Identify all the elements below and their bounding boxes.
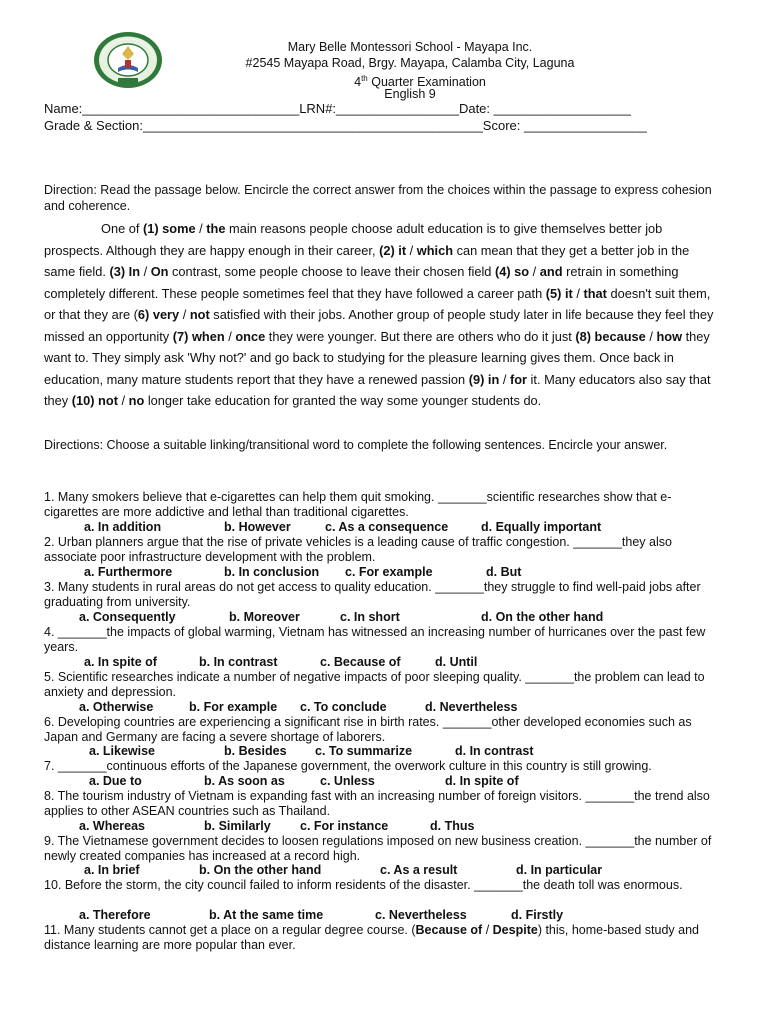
choice-8b[interactable]: how (656, 328, 683, 344)
option-4a[interactable]: a. In spite of (84, 655, 157, 669)
passage-text: / (529, 264, 540, 279)
option-4d[interactable]: d. Until (435, 655, 478, 669)
passage-text: they were younger. But there are others who do it just (265, 328, 576, 344)
choice-1a[interactable]: (1) some (142, 221, 196, 236)
option-3d[interactable]: d. On the other hand (481, 610, 604, 624)
question-3: 3. Many students in rural areas do not get access to quality education. _______they struggle to find well-paid jobs after graduating from university. (44, 580, 701, 609)
passage-text: main reasons people choose adult education is to give themselves better job prospects. Although they are happy enough in their career, (44, 221, 663, 258)
option-6d[interactable]: d. In contrast (455, 744, 534, 758)
choice-2a[interactable]: (2) it (379, 242, 407, 258)
school-address: #2545 Mayapa Road, Brgy. Mayapa, Calamba City, Laguna (245, 56, 575, 70)
passage-text: One of (101, 221, 143, 236)
option-5d[interactable]: d. Nevertheless (425, 700, 518, 714)
choice-9b[interactable]: for (509, 371, 527, 387)
q11-text-pre: 11. Many students cannot get a place on a regular degree course. ( (44, 923, 416, 937)
option-8b[interactable]: b. Similarly (204, 819, 271, 833)
passage (44, 218, 724, 412)
subject-title: English 9 (384, 87, 436, 101)
q11-separator: / (482, 923, 493, 937)
choice-1b[interactable]: the (206, 221, 226, 236)
passage-text: contrast, some people choose to leave their chosen field (168, 264, 495, 279)
choice-7b[interactable]: once (235, 328, 266, 344)
option-10b[interactable]: b. At the same time (209, 908, 324, 922)
direction-passage: Direction: Read the passage below. Encircle the correct answer from the choices within the passage to express cohesion and coherence. (44, 183, 712, 213)
question-8: 8. The tourism industry of Vietnam is expanding fast with an increasing number of foreign visitors. _______the trend also applies to other ASEAN countries such as Thailand. (44, 789, 710, 818)
option-1a[interactable]: a. In addition (84, 520, 162, 534)
option-9a[interactable]: a. In brief (84, 863, 140, 877)
option-7b[interactable]: b. As soon as (204, 774, 285, 788)
option-1b[interactable]: b. However (224, 520, 291, 534)
q11-choice-despite[interactable]: Despite (492, 923, 538, 937)
question-2: 2. Urban planners argue that the rise of private vehicles is a leading cause of traffic congestion. _______they also associate poor infrastructure development with the problem. (44, 535, 672, 564)
name-lrn-date-row[interactable]: Name:______________________________LRN#:_________________Date: ___________________ (44, 101, 631, 116)
exam-title-rest: Quarter Examination (367, 75, 486, 90)
school-seal-logo (90, 30, 166, 90)
choice-2b[interactable]: which (416, 242, 454, 258)
passage-text: longer take education for granted the way some younger students do. (144, 393, 542, 408)
question-6: 6. Developing countries are experiencing a significant rise in birth rates. _______other developed economies such as Japan and Germany are facing a severe shortage of laborers. (44, 715, 692, 744)
exam-number-suffix: th (361, 74, 368, 83)
passage-text: / (179, 307, 190, 322)
option-2d[interactable]: d. But (486, 565, 522, 579)
option-7c[interactable]: c. Unless (320, 774, 375, 788)
option-3a[interactable]: a. Consequently (79, 610, 176, 624)
option-2a[interactable]: a. Furthermore (84, 565, 173, 579)
question-7: 7. _______continuous efforts of the Japanese government, the overwork culture in this country is still growing. (44, 759, 652, 773)
q11-text-post: ) this, home-based study and distance learning are more popular than ever. (44, 923, 700, 952)
passage-text: / (140, 264, 151, 279)
passage-text: / (224, 328, 236, 344)
school-name: Mary Belle Montessori School - Mayapa Inc. (287, 40, 533, 54)
choice-5a[interactable]: (5) it (545, 285, 573, 301)
option-5a[interactable]: a. Otherwise (79, 700, 154, 714)
choice-8a[interactable]: (8) because (575, 328, 646, 344)
question-11 (44, 923, 724, 953)
option-10c[interactable]: c. Nevertheless (375, 908, 467, 922)
choice-6b[interactable]: not (189, 307, 210, 322)
exam-number: 4 (354, 75, 362, 90)
option-8c[interactable]: c. For instance (300, 819, 389, 833)
option-2c[interactable]: c. For example (345, 565, 433, 579)
passage-text: / (195, 221, 207, 236)
direction-linking-words: Directions: Choose a suitable linking/transitional word to complete the following sentences. Encircle your answer. (44, 438, 668, 452)
question-4: 4. _______the impacts of global warming, Vietnam has witnessed an increasing number of hurricanes over the past few years. (44, 625, 706, 654)
option-2b[interactable]: b. In conclusion (224, 565, 320, 579)
passage-text: / (645, 328, 657, 344)
option-6c[interactable]: c. To summarize (315, 744, 413, 758)
choice-10b[interactable]: no (128, 393, 145, 408)
choice-10a[interactable]: (10) not (71, 393, 118, 408)
choice-6a[interactable]: 6) very (137, 307, 180, 322)
choice-5b[interactable]: that (583, 285, 607, 301)
question-9: 9. The Vietnamese government decides to loosen regulations imposed on new business creation. _______the number of newly created companies has increased at a record high. (44, 834, 712, 863)
choice-4b[interactable]: and (539, 264, 563, 279)
option-6b[interactable]: b. Besides (224, 744, 287, 758)
question-10: 10. Before the storm, the city council failed to inform residents of the disaster. _______the death toll was enormous. (44, 878, 683, 892)
passage-text: they want to. They simply ask 'Why not?' and go back to studying for the pleasure learning gives them. Once back in education, many mature students report that they have a renewed passion (44, 328, 710, 387)
grade-section-score-row[interactable]: Grade & Section:_______________________________________________Score: _________________ (44, 118, 647, 133)
option-9b[interactable]: b. On the other hand (199, 863, 322, 877)
passage-text: / (406, 242, 417, 258)
option-5b[interactable]: b. For example (189, 700, 278, 714)
passage-text: retrain in something completely different. These people sometimes feel that they have followed a career path (44, 264, 679, 301)
option-10d[interactable]: d. Firstly (511, 908, 564, 922)
choice-7a[interactable]: (7) when (172, 328, 225, 344)
option-10a[interactable]: a. Therefore (79, 908, 151, 922)
passage-text: / (572, 285, 584, 301)
passage-text: can mean that they get a better job in the same field. (44, 242, 690, 279)
option-3c[interactable]: c. In short (340, 610, 400, 624)
passage-text: it. Many educators also say that they (44, 371, 711, 408)
q11-choice-because-of[interactable]: Because of (415, 923, 483, 937)
choice-3b[interactable]: On (150, 264, 169, 279)
option-9d[interactable]: d. In particular (516, 863, 603, 877)
passage-text: satisfied with their jobs. Another group of people study later in life because they feel they missed an opportunity (44, 307, 714, 344)
option-6a[interactable]: a. Likewise (89, 744, 156, 758)
question-5: 5. Scientific researches indicate a number of negative impacts of poor sleeping quality. _______the problem can lead to anxiety and depression. (44, 670, 705, 699)
option-4c[interactable]: c. Because of (320, 655, 401, 669)
option-8a[interactable]: a. Whereas (79, 819, 146, 833)
passage-text: / (117, 393, 129, 408)
option-4b[interactable]: b. In contrast (199, 655, 278, 669)
option-3b[interactable]: b. Moreover (229, 610, 300, 624)
question-1: 1. Many smokers believe that e-cigarettes can help them quit smoking. _______scientific researches show that e-cigarettes are more addictive and lethal than traditional cigarettes. (44, 490, 672, 519)
option-8d[interactable]: d. Thus (430, 819, 475, 833)
option-5c[interactable]: c. To conclude (300, 700, 387, 714)
option-1d[interactable]: d. Equally important (481, 520, 602, 534)
choice-4a[interactable]: (4) so (494, 264, 530, 279)
choice-9a[interactable]: (9) in (468, 371, 500, 387)
passage-text: doesn't suit them, or that they are ( (44, 285, 711, 322)
choice-3a[interactable]: (3) In (109, 264, 141, 279)
option-9c[interactable]: c. As a result (380, 863, 458, 877)
option-7a[interactable]: a. Due to (89, 774, 142, 788)
option-7d[interactable]: d. In spite of (445, 774, 519, 788)
passage-text: / (499, 371, 510, 387)
option-1c[interactable]: c. As a consequence (325, 520, 449, 534)
